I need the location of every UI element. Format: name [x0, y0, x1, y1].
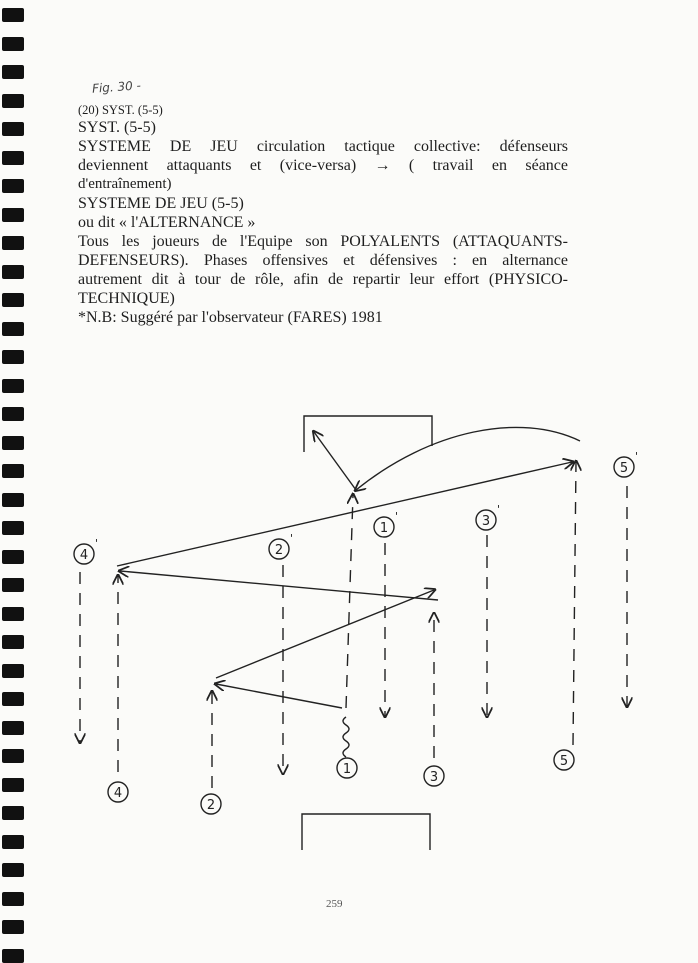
svg-text:': ' [290, 532, 294, 545]
text-line-4: d'entraînement) [78, 176, 172, 192]
svg-text:': ' [395, 510, 399, 523]
attacker-2 [201, 794, 221, 814]
defender-3-prime-label: 3 [481, 514, 491, 529]
defender-4-prime [74, 537, 98, 564]
page-number: 259 [326, 898, 343, 910]
attacker-5-label: 5 [559, 754, 569, 769]
defender-1-prime-label: 1 [379, 521, 389, 536]
defender-2-prime-label: 2 [274, 543, 284, 558]
attacker-3-label: 3 [429, 770, 439, 785]
bottom-goal [302, 814, 430, 850]
defender-1-prime [374, 510, 398, 537]
defender-5-prime [614, 450, 638, 477]
defender-3-prime [476, 503, 500, 530]
attacker-1-label: 1 [342, 762, 352, 777]
pass-1-to-2 [216, 684, 342, 708]
defender-4-prime-label: 4 [79, 548, 89, 563]
text-line-7: Tous les joueurs de l'Equipe son POLYALENTS (ATTAQUANTS- [78, 233, 568, 250]
small-heading: (20) SYST. (5-5) [78, 103, 163, 117]
pass-3-to-4 [120, 571, 438, 600]
shot-1 [314, 432, 356, 490]
attacker-1 [337, 758, 357, 778]
pass-4-to-5 [117, 462, 572, 566]
text-line-8: DEFENSEURS). Phases offensives et défensives : en alternance [78, 252, 568, 269]
svg-text:': ' [497, 503, 501, 516]
text-line-6: ou dit « l'ALTERNANCE » [78, 214, 256, 231]
pass-2-to-3 [216, 590, 434, 678]
text-line-11: *N.B: Suggéré par l'observateur (FARES) 1981 [78, 309, 383, 326]
svg-text:': ' [95, 537, 99, 550]
defender-5-prime-label: 5 [619, 461, 629, 476]
text-line-9: autrement dit à tour de rôle, afin de repartir leur effort (PHYSICO- [78, 271, 568, 288]
text-line-5: SYSTEME DE JEU (5-5) [78, 195, 244, 212]
attacker-3 [424, 766, 444, 786]
top-goal [304, 416, 432, 452]
dribble-1 [343, 717, 349, 757]
defender-2-prime [269, 532, 293, 559]
text-line-2: SYSTEME DE JEU circulation tactique collective: défenseurs [78, 138, 568, 155]
text-line-3: deviennent attaquants et (vice-versa) → ( travail en séance [78, 157, 568, 174]
attacker-2-label: 2 [206, 798, 216, 813]
run-1 [346, 495, 353, 708]
svg-text:': ' [635, 450, 639, 463]
cross-5-to-1 [356, 427, 580, 490]
text-line-10: TECHNIQUE) [78, 290, 175, 307]
attacker-4 [108, 782, 128, 802]
figure-annotation: Fig. 30 - [91, 78, 142, 96]
text-line-1: SYST. (5-5) [78, 119, 156, 136]
attacker-4-label: 4 [113, 786, 123, 801]
attacker-5 [554, 750, 574, 770]
run-5 [573, 462, 576, 745]
